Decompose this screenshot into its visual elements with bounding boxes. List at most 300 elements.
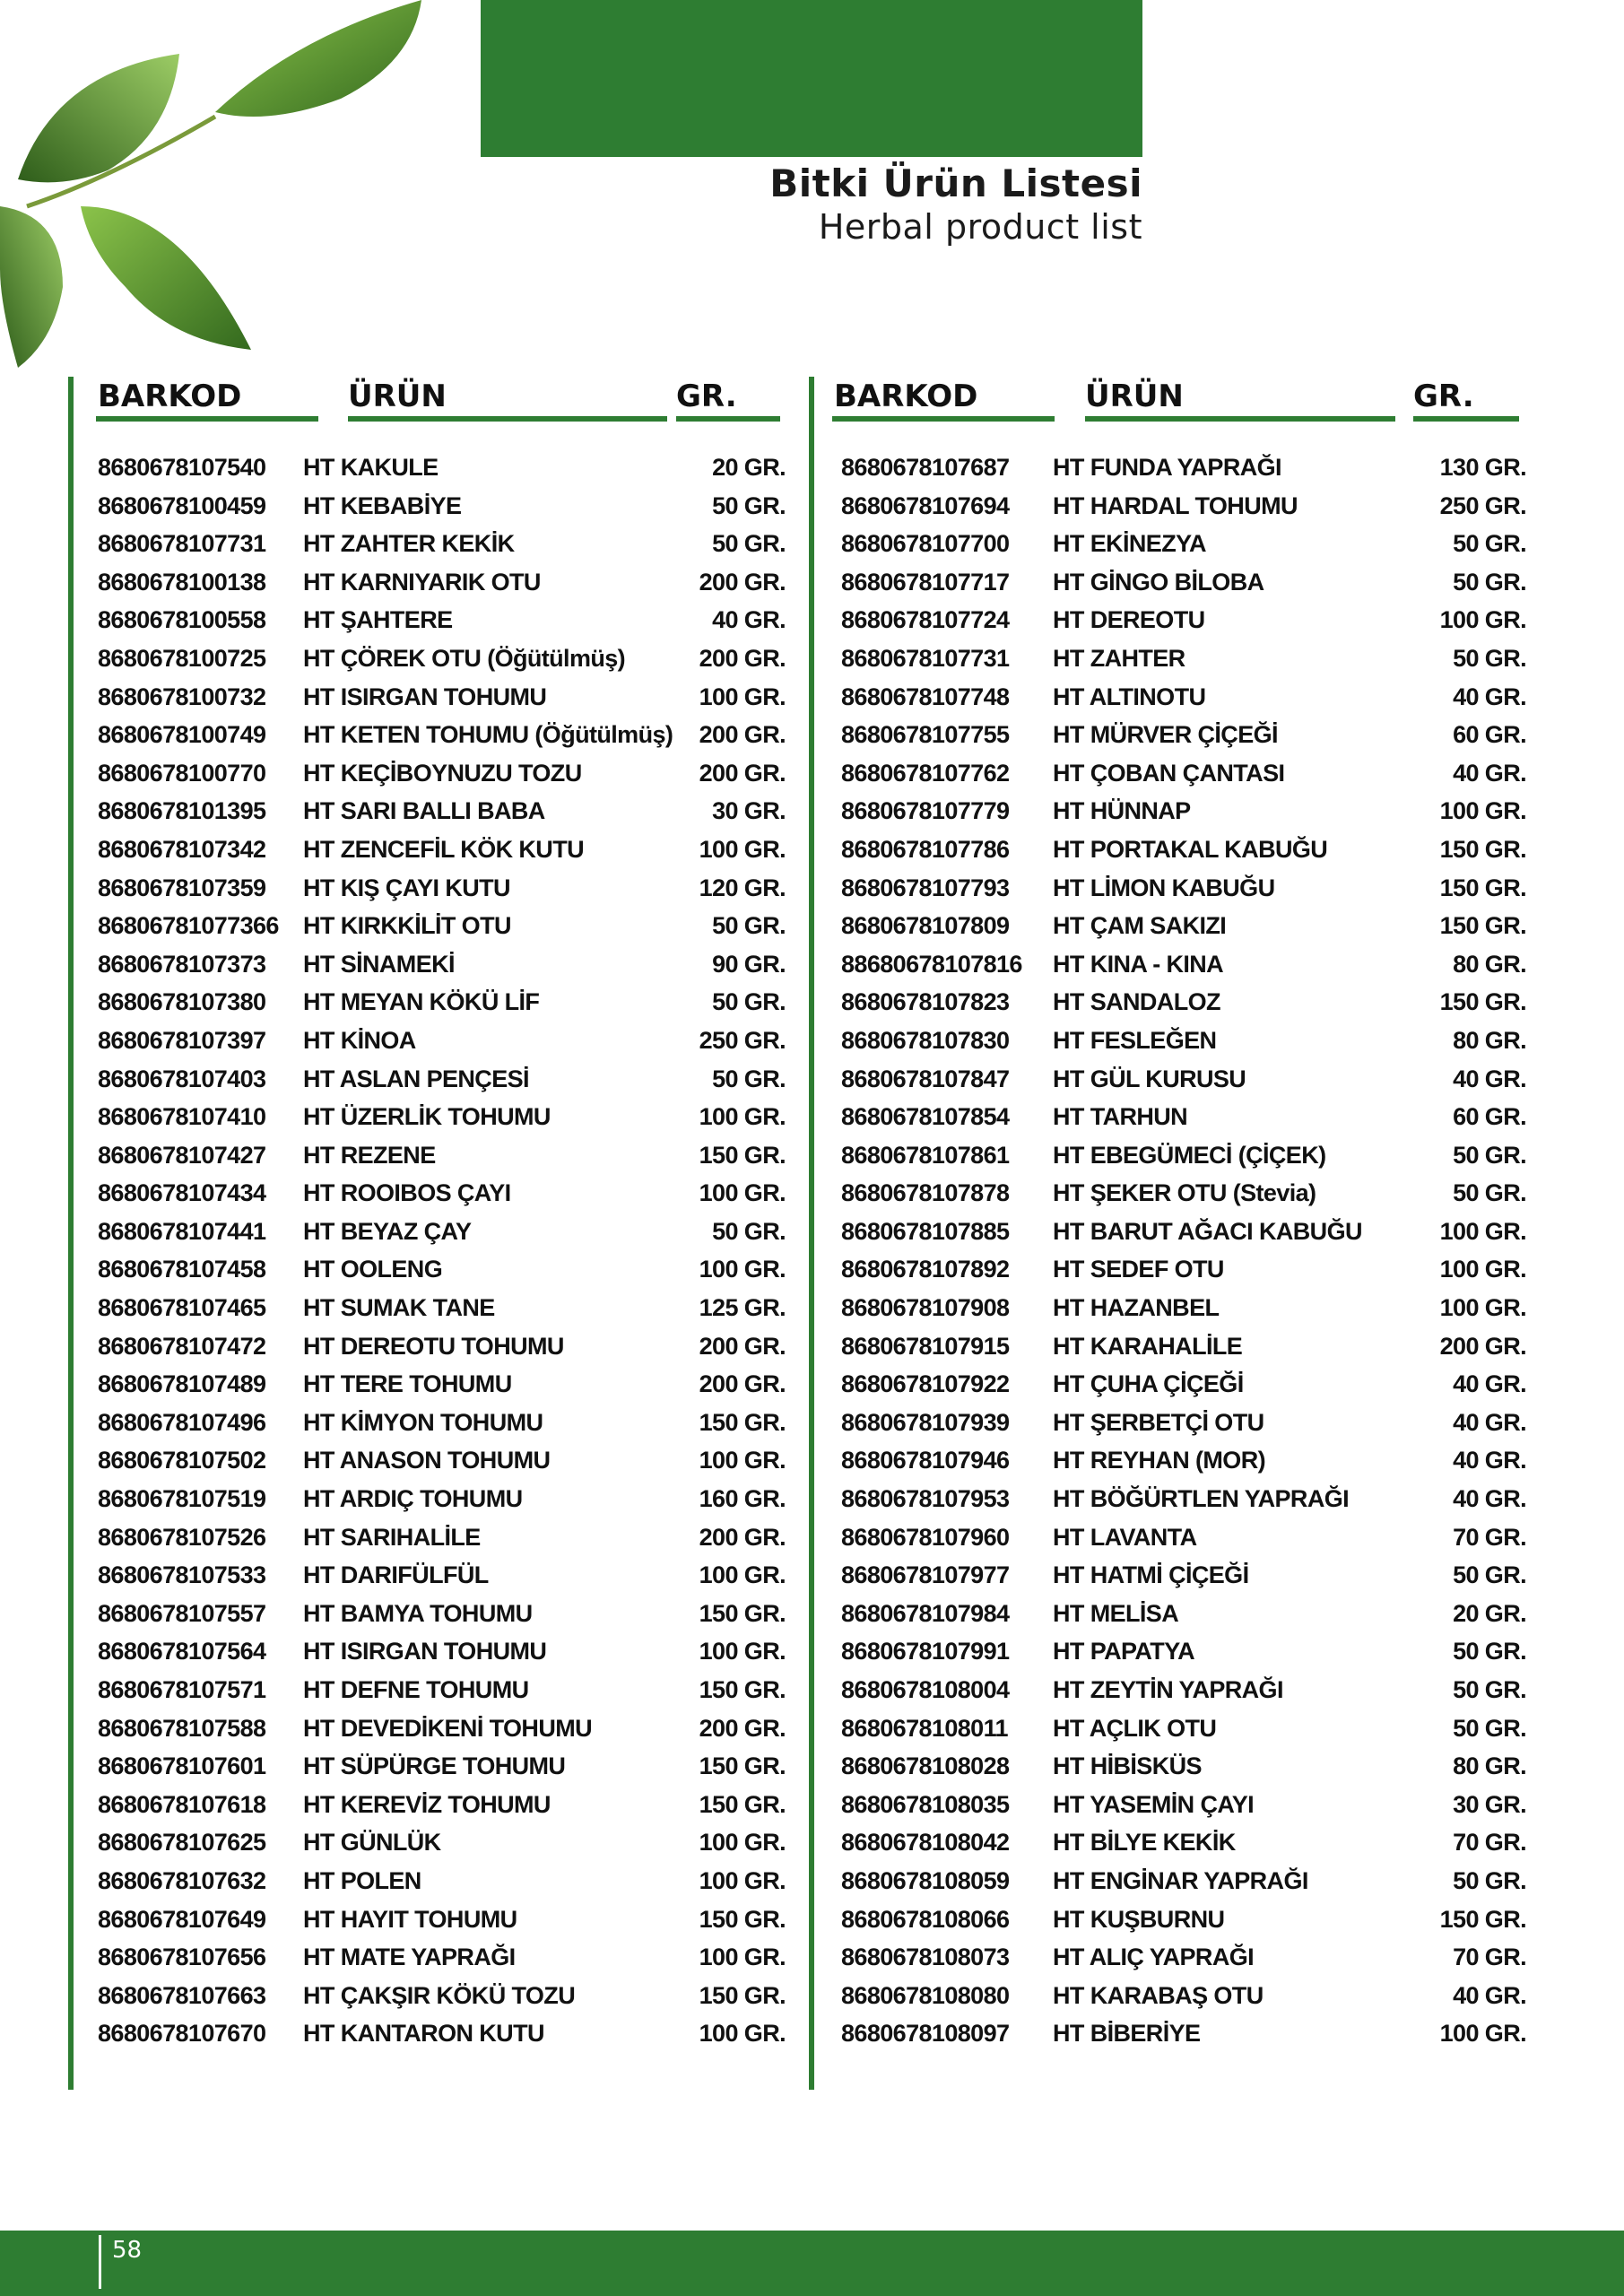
weight-cell: 200 GR.: [1439, 1332, 1526, 1360]
product-name-cell: HT HAZANBEL: [1053, 1294, 1220, 1322]
weight-cell: 80 GR.: [1453, 950, 1526, 978]
weight-cell: 150 GR.: [1439, 912, 1526, 940]
table-row: [68, 1938, 786, 1977]
table-row: [809, 1862, 1526, 1900]
table-row: [809, 487, 1526, 526]
product-name-cell: HT MATE YAPRAĞI: [303, 1944, 516, 1971]
leaves-illustration: [0, 0, 430, 377]
weight-cell: 100 GR.: [699, 1179, 786, 1207]
weight-cell: 50 GR.: [1453, 1866, 1526, 1894]
weight-cell: 150 GR.: [699, 1752, 786, 1780]
product-name-cell: HT REYHAN (MOR): [1053, 1447, 1265, 1474]
product-name-cell: HT AÇLIK OTU: [1053, 1714, 1217, 1742]
barcode-cell: 8680678107731: [98, 530, 266, 558]
barcode-cell: 8680678107472: [98, 1332, 266, 1360]
product-name-cell: HT EKİNEZYA: [1053, 530, 1206, 558]
barcode-cell: 8680678107960: [841, 1523, 1010, 1551]
header-band: [481, 0, 1142, 157]
table-row: [68, 601, 786, 639]
table-row: [68, 1900, 786, 1939]
product-name-cell: HT ZAHTER: [1053, 644, 1185, 672]
weight-cell: 125 GR.: [699, 1294, 786, 1322]
table-row: [68, 1556, 786, 1595]
barcode-cell: 8680678108042: [841, 1829, 1010, 1857]
product-name-cell: HT TARHUN: [1053, 1103, 1188, 1131]
barcode-cell: 8680678107915: [841, 1332, 1010, 1360]
table-row: [809, 1441, 1526, 1480]
barcode-cell: 8680678107663: [98, 1981, 266, 2009]
table-row: [68, 945, 786, 984]
table-row: [809, 1977, 1526, 2015]
table-row: [68, 1022, 786, 1060]
table-row: [809, 1595, 1526, 1633]
barcode-cell: 8680678107755: [841, 721, 1010, 749]
barcode-cell: 8680678107786: [841, 835, 1010, 863]
table-row: [809, 1327, 1526, 1366]
table-row: [68, 1136, 786, 1175]
product-name-cell: HT HARDAL TOHUMU: [1053, 491, 1298, 519]
barcode-cell: 8680678107694: [841, 491, 1010, 519]
barcode-cell: 8680678107885: [841, 1217, 1010, 1245]
table-row: [809, 1404, 1526, 1442]
weight-cell: 200 GR.: [699, 568, 786, 596]
product-name-cell: HT ÜZERLİK TOHUMU: [303, 1103, 551, 1131]
barcode-cell: 8680678107984: [841, 1599, 1010, 1627]
barcode-cell: 8680678100558: [98, 606, 266, 634]
product-name-cell: HT KARAHALİLE: [1053, 1332, 1243, 1360]
weight-cell: 40 GR.: [1453, 1981, 1526, 2009]
barcode-cell: 8680678107380: [98, 988, 266, 1016]
product-name-cell: HT BÖĞÜRTLEN YAPRAĞI: [1053, 1485, 1350, 1513]
barcode-cell: 8680678107878: [841, 1179, 1010, 1207]
barcode-cell: 8680678107649: [98, 1905, 266, 1933]
barcode-cell: 8680678107830: [841, 1026, 1010, 1054]
table-row: [809, 1747, 1526, 1786]
table-row: [68, 1060, 786, 1099]
barcode-cell: 8680678107731: [841, 644, 1010, 672]
weight-cell: 150 GR.: [699, 1141, 786, 1169]
weight-cell: 150 GR.: [699, 1676, 786, 1703]
weight-cell: 90 GR.: [712, 950, 786, 978]
barcode-cell: 8680678107939: [841, 1408, 1010, 1436]
product-name-cell: HT YASEMİN ÇAYI: [1053, 1790, 1255, 1818]
barcode-cell: 8680678107434: [98, 1179, 266, 1207]
product-name-cell: HT DEFNE TOHUMU: [303, 1676, 529, 1703]
weight-cell: 100 GR.: [1439, 797, 1526, 825]
table-row: [809, 1480, 1526, 1518]
page-number: 58: [99, 2235, 142, 2289]
barcode-cell: 8680678107397: [98, 1026, 266, 1054]
table-row: [809, 1900, 1526, 1939]
weight-cell: 200 GR.: [699, 721, 786, 749]
table-row: [68, 1250, 786, 1289]
product-name-cell: HT ŞEKER OTU (Stevia): [1053, 1179, 1316, 1207]
product-name-cell: HT BEYAZ ÇAY: [303, 1217, 472, 1245]
weight-cell: 20 GR.: [712, 454, 786, 481]
barcode-cell: 8680678100749: [98, 721, 266, 749]
table-row: [68, 1327, 786, 1366]
table-row: [68, 1365, 786, 1404]
header-weight: GR.: [676, 378, 737, 414]
product-name-cell: HT KEÇİBOYNUZU TOZU: [303, 759, 582, 787]
product-name-cell: HT ALIÇ YAPRAĞI: [1053, 1944, 1255, 1971]
product-name-cell: HT REZENE: [303, 1141, 436, 1169]
weight-cell: 100 GR.: [699, 1829, 786, 1857]
page-title: [769, 161, 1142, 247]
product-name-cell: HT ISIRGAN TOHUMU: [303, 1638, 547, 1665]
product-name-cell: HT ENGİNAR YAPRAĞI: [1053, 1866, 1308, 1894]
weight-cell: 50 GR.: [1453, 644, 1526, 672]
weight-cell: 150 GR.: [699, 1790, 786, 1818]
barcode-cell: 8680678107540: [98, 454, 266, 481]
table-row: [809, 754, 1526, 793]
barcode-cell: 8680678107977: [841, 1561, 1010, 1589]
weight-cell: 50 GR.: [712, 1065, 786, 1092]
weight-cell: 150 GR.: [699, 1599, 786, 1627]
product-name-cell: HT SİNAMEKİ: [303, 950, 455, 978]
barcode-cell: 8680678107717: [841, 568, 1010, 596]
product-name-cell: HT ÇÖREK OTU (Öğütülmüş): [303, 644, 626, 672]
barcode-cell: 8680678107571: [98, 1676, 266, 1703]
weight-cell: 120 GR.: [699, 874, 786, 901]
title-turkish: Bitki Ürün Listesi: [769, 161, 1142, 205]
table-row: [809, 678, 1526, 717]
product-name-cell: HT KETEN TOHUMU (Öğütülmüş): [303, 721, 673, 749]
product-name-cell: HT KIŞ ÇAYI KUTU: [303, 874, 510, 901]
barcode-cell: 8680678107465: [98, 1294, 266, 1322]
weight-cell: 250 GR.: [1439, 491, 1526, 519]
table-row: [68, 1823, 786, 1862]
barcode-cell: 8680678107953: [841, 1485, 1010, 1513]
table-row: [68, 448, 786, 487]
table-row: [809, 1213, 1526, 1251]
column-header: [68, 377, 786, 425]
product-name-cell: HT DEVEDİKENİ TOHUMU: [303, 1714, 593, 1742]
weight-cell: 60 GR.: [1453, 721, 1526, 749]
product-name-cell: HT ÇAKŞIR KÖKÜ TOZU: [303, 1981, 576, 2009]
product-name-cell: HT KARABAŞ OTU: [1053, 1981, 1264, 2009]
product-name-cell: HT BAMYA TOHUMU: [303, 1599, 533, 1627]
barcode-cell: 8680678108073: [841, 1944, 1010, 1971]
barcode-cell: 8680678107342: [98, 835, 266, 863]
barcode-cell: 8680678107526: [98, 1523, 266, 1551]
table-row: [809, 1289, 1526, 1327]
weight-cell: 70 GR.: [1453, 1944, 1526, 1971]
product-name-cell: HT SARIHALİLE: [303, 1523, 481, 1551]
table-row: [68, 487, 786, 526]
weight-cell: 200 GR.: [699, 1332, 786, 1360]
table-row: [809, 907, 1526, 945]
product-name-cell: HT EBEGÜMECİ (ÇİÇEK): [1053, 1141, 1326, 1169]
weight-cell: 160 GR.: [699, 1485, 786, 1513]
barcode-cell: 8680678107625: [98, 1829, 266, 1857]
product-name-cell: HT KIRKKİLİT OTU: [303, 912, 511, 940]
table-row: [809, 1786, 1526, 1824]
header-underline: [96, 416, 318, 422]
weight-cell: 200 GR.: [699, 1714, 786, 1742]
header-underline: [1085, 416, 1395, 422]
weight-cell: 40 GR.: [1453, 1408, 1526, 1436]
product-name-cell: HT ALTINOTU: [1053, 683, 1206, 710]
barcode-cell: 8680678107847: [841, 1065, 1010, 1092]
barcode-cell: 8680678107618: [98, 1790, 266, 1818]
barcode-cell: 86806781077366: [98, 912, 279, 940]
weight-cell: 150 GR.: [699, 1981, 786, 2009]
weight-cell: 100 GR.: [699, 1866, 786, 1894]
table-row: [68, 563, 786, 602]
barcode-cell: 8680678107359: [98, 874, 266, 901]
barcode-cell: 8680678108011: [841, 1714, 1008, 1742]
table-row: [809, 1136, 1526, 1175]
weight-cell: 50 GR.: [712, 1217, 786, 1245]
weight-cell: 100 GR.: [1439, 2020, 1526, 2048]
weight-cell: 50 GR.: [1453, 568, 1526, 596]
weight-cell: 150 GR.: [1439, 988, 1526, 1016]
table-row: [809, 563, 1526, 602]
barcode-cell: 8680678107656: [98, 1944, 266, 1971]
table-row: [68, 1174, 786, 1213]
product-name-cell: HT KAKULE: [303, 454, 439, 481]
table-row: [68, 983, 786, 1022]
barcode-cell: 8680678107892: [841, 1256, 1010, 1283]
table-row: [809, 448, 1526, 487]
header-underline: [676, 416, 780, 422]
product-name-cell: HT BİBERİYE: [1053, 2020, 1201, 2048]
product-list: [68, 448, 786, 2053]
weight-cell: 100 GR.: [1439, 606, 1526, 634]
product-name-cell: HT DARIFÜLFÜL: [303, 1561, 489, 1589]
barcode-cell: 8680678107809: [841, 912, 1010, 940]
table-row: [809, 1823, 1526, 1862]
weight-cell: 50 GR.: [1453, 1714, 1526, 1742]
product-name-cell: HT HATMİ ÇİÇEĞİ: [1053, 1561, 1249, 1589]
product-name-cell: HT DEREOTU TOHUMU: [303, 1332, 564, 1360]
barcode-cell: 8680678107533: [98, 1561, 266, 1589]
weight-cell: 50 GR.: [1453, 1141, 1526, 1169]
table-row: [68, 1404, 786, 1442]
product-name-cell: HT HÜNNAP: [1053, 797, 1191, 825]
table-row: [68, 639, 786, 678]
barcode-cell: 8680678107489: [98, 1370, 266, 1398]
barcode-cell: 8680678107427: [98, 1141, 266, 1169]
weight-cell: 30 GR.: [1453, 1790, 1526, 1818]
product-name-cell: HT KARNIYARIK OTU: [303, 568, 541, 596]
weight-cell: 150 GR.: [1439, 874, 1526, 901]
product-name-cell: HT ÇAM SAKIZI: [1053, 912, 1227, 940]
weight-cell: 100 GR.: [699, 1561, 786, 1589]
barcode-cell: 8680678107588: [98, 1714, 266, 1742]
table-row: [809, 2014, 1526, 2053]
weight-cell: 50 GR.: [712, 530, 786, 558]
title-english: Herbal product list: [818, 207, 1142, 247]
weight-cell: 100 GR.: [699, 683, 786, 710]
weight-cell: 70 GR.: [1453, 1523, 1526, 1551]
product-name-cell: HT ASLAN PENÇESİ: [303, 1065, 529, 1092]
barcode-cell: 8680678107762: [841, 759, 1010, 787]
barcode-cell: 8680678107403: [98, 1065, 266, 1092]
table-row: [68, 1595, 786, 1633]
barcode-cell: 8680678107601: [98, 1752, 266, 1780]
table-row: [809, 792, 1526, 831]
table-row: [809, 1556, 1526, 1595]
weight-cell: 50 GR.: [1453, 1179, 1526, 1207]
weight-cell: 250 GR.: [699, 1026, 786, 1054]
barcode-cell: 8680678100732: [98, 683, 266, 710]
product-name-cell: HT KİNOA: [303, 1026, 416, 1054]
product-name-cell: HT PORTAKAL KABUĞU: [1053, 835, 1328, 863]
barcode-cell: 8680678108059: [841, 1866, 1010, 1894]
product-list: [809, 448, 1526, 2053]
product-name-cell: HT KEREVİZ TOHUMU: [303, 1790, 551, 1818]
weight-cell: 100 GR.: [699, 1447, 786, 1474]
weight-cell: 40 GR.: [1453, 1065, 1526, 1092]
product-name-cell: HT SANDALOZ: [1053, 988, 1220, 1016]
weight-cell: 70 GR.: [1453, 1829, 1526, 1857]
table-row: [809, 1022, 1526, 1060]
barcode-cell: 8680678107458: [98, 1256, 266, 1283]
product-name-cell: HT ANASON TOHUMU: [303, 1447, 551, 1474]
table-row: [68, 678, 786, 717]
weight-cell: 100 GR.: [699, 1638, 786, 1665]
table-row: [809, 1938, 1526, 1977]
table-row: [68, 1671, 786, 1709]
table-row: [809, 1250, 1526, 1289]
product-name-cell: HT ISIRGAN TOHUMU: [303, 683, 547, 710]
product-name-cell: HT PAPATYA: [1053, 1638, 1195, 1665]
table-row: [809, 1671, 1526, 1709]
table-row: [809, 945, 1526, 984]
product-name-cell: HT ZAHTER KEKİK: [303, 530, 515, 558]
weight-cell: 100 GR.: [1439, 1217, 1526, 1245]
product-name-cell: HT MELİSA: [1053, 1599, 1179, 1627]
table-row: [68, 1786, 786, 1824]
barcode-cell: 8680678107700: [841, 530, 1010, 558]
barcode-cell: 8680678107564: [98, 1638, 266, 1665]
barcode-cell: 8680678107908: [841, 1294, 1010, 1322]
product-name-cell: HT SEDEF OTU: [1053, 1256, 1224, 1283]
weight-cell: 100 GR.: [1439, 1294, 1526, 1322]
product-column-right: [809, 377, 1526, 2090]
barcode-cell: 8680678107748: [841, 683, 1010, 710]
header-underline: [1413, 416, 1519, 422]
header-underline: [348, 416, 667, 422]
product-name-cell: HT ARDIÇ TOHUMU: [303, 1485, 523, 1513]
weight-cell: 50 GR.: [1453, 1638, 1526, 1665]
barcode-cell: 8680678108028: [841, 1752, 1010, 1780]
weight-cell: 100 GR.: [699, 1103, 786, 1131]
header-barcode: BARKOD: [98, 378, 242, 414]
product-name-cell: HT POLEN: [303, 1866, 421, 1894]
header-product: ÜRÜN: [348, 378, 447, 414]
product-name-cell: HT SÜPÜRGE TOHUMU: [303, 1752, 566, 1780]
header-barcode: BARKOD: [834, 378, 978, 414]
weight-cell: 100 GR.: [699, 1944, 786, 1971]
barcode-cell: 8680678100770: [98, 759, 266, 787]
product-name-cell: HT DEREOTU: [1053, 606, 1205, 634]
product-name-cell: HT ŞERBETÇİ OTU: [1053, 1408, 1264, 1436]
table-row: [809, 1365, 1526, 1404]
table-row: [68, 1518, 786, 1557]
barcode-cell: 8680678107823: [841, 988, 1010, 1016]
barcode-cell: 8680678101395: [98, 797, 266, 825]
product-name-cell: HT KİMYON TOHUMU: [303, 1408, 543, 1436]
product-name-cell: HT HAYIT TOHUMU: [303, 1905, 517, 1933]
product-name-cell: HT OOLENG: [303, 1256, 443, 1283]
product-name-cell: HT LİMON KABUĞU: [1053, 874, 1275, 901]
table-row: [68, 869, 786, 908]
product-name-cell: HT HİBİSKÜS: [1053, 1752, 1202, 1780]
barcode-cell: 8680678100459: [98, 491, 266, 519]
table-row: [809, 716, 1526, 754]
table-row: [68, 716, 786, 754]
barcode-cell: 8680678108097: [841, 2020, 1010, 2048]
table-row: [809, 1174, 1526, 1213]
barcode-cell: 8680678107670: [98, 2020, 266, 2048]
table-row: [68, 1480, 786, 1518]
weight-cell: 40 GR.: [712, 606, 786, 634]
barcode-cell: 8680678100725: [98, 644, 266, 672]
table-row: [809, 639, 1526, 678]
barcode-cell: 8680678107502: [98, 1447, 266, 1474]
weight-cell: 40 GR.: [1453, 1447, 1526, 1474]
product-name-cell: HT FUNDA YAPRAĞI: [1053, 454, 1281, 481]
barcode-cell: 8680678107632: [98, 1866, 266, 1894]
weight-cell: 30 GR.: [712, 797, 786, 825]
weight-cell: 150 GR.: [1439, 835, 1526, 863]
barcode-cell: 8680678107922: [841, 1370, 1010, 1398]
table-row: [809, 1098, 1526, 1136]
barcode-cell: 8680678107496: [98, 1408, 266, 1436]
table-row: [809, 831, 1526, 869]
weight-cell: 40 GR.: [1453, 1370, 1526, 1398]
weight-cell: 200 GR.: [699, 759, 786, 787]
weight-cell: 200 GR.: [699, 1370, 786, 1398]
weight-cell: 50 GR.: [1453, 530, 1526, 558]
barcode-cell: 8680678107779: [841, 797, 1010, 825]
barcode-cell: 8680678107410: [98, 1103, 266, 1131]
product-name-cell: HT ZEYTİN YAPRAĞI: [1053, 1676, 1283, 1703]
weight-cell: 40 GR.: [1453, 683, 1526, 710]
weight-cell: 150 GR.: [699, 1905, 786, 1933]
weight-cell: 40 GR.: [1453, 759, 1526, 787]
barcode-cell: 8680678107687: [841, 454, 1010, 481]
product-name-cell: HT MÜRVER ÇİÇEĞİ: [1053, 721, 1278, 749]
product-name-cell: HT ŞAHTERE: [303, 606, 453, 634]
product-name-cell: HT ÇOBAN ÇANTASI: [1053, 759, 1285, 787]
barcode-cell: 8680678107441: [98, 1217, 266, 1245]
product-name-cell: HT FESLEĞEN: [1053, 1026, 1217, 1054]
product-name-cell: HT GÜNLÜK: [303, 1829, 441, 1857]
product-name-cell: HT KEBABİYE: [303, 491, 462, 519]
column-header: [809, 377, 1526, 425]
weight-cell: 50 GR.: [712, 491, 786, 519]
table-row: [809, 869, 1526, 908]
weight-cell: 150 GR.: [1439, 1905, 1526, 1933]
product-name-cell: HT KINA - KINA: [1053, 950, 1224, 978]
product-name-cell: HT KUŞBURNU: [1053, 1905, 1225, 1933]
product-name-cell: HT BİLYE KEKİK: [1053, 1829, 1236, 1857]
barcode-cell: 8680678108004: [841, 1676, 1010, 1703]
table-row: [809, 525, 1526, 563]
weight-cell: 150 GR.: [699, 1408, 786, 1436]
table-row: [809, 1518, 1526, 1557]
footer-band: [0, 2231, 1624, 2296]
weight-cell: 50 GR.: [712, 988, 786, 1016]
weight-cell: 50 GR.: [1453, 1561, 1526, 1589]
product-name-cell: HT GİNGO BİLOBA: [1053, 568, 1264, 596]
header-weight: GR.: [1413, 378, 1474, 414]
table-row: [809, 983, 1526, 1022]
